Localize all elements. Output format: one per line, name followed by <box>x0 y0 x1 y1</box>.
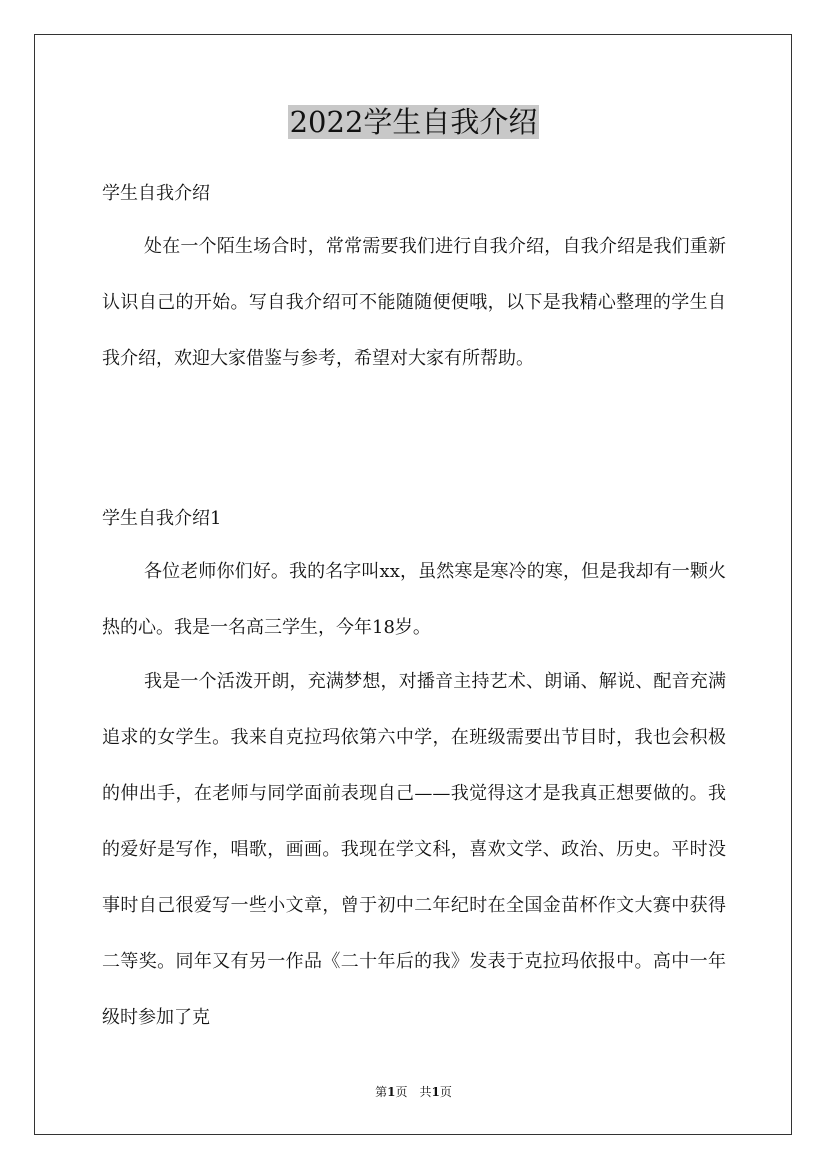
section-heading-1: 学生自我介绍1 <box>102 508 222 529</box>
footer-page-mid: 页 共 <box>395 1085 432 1099</box>
page-footer <box>0 1083 827 1101</box>
paragraph-intro: 处在一个陌生场合时，常常需要我们进行自我介绍，自我介绍是我们重新认识自己的开始。写自我介绍可不能随随便便哦，以下是我精心整理的学生自我介绍，欢迎大家借鉴与参考，希望对大家有所帮助。 <box>102 236 726 369</box>
section-heading-intro: 学生自我介绍 <box>102 183 210 204</box>
footer-page-total: 1 <box>431 1085 440 1099</box>
document-title <box>0 101 827 143</box>
paragraph-1-1: 各位老师你们好。我的名字叫xx，虽然寒是寒冷的寒，但是我却有一颗火热的心。我是一名高三学生，今年18岁。 <box>102 561 726 638</box>
document-title-text: 2022学生自我介绍 <box>289 105 538 139</box>
paragraph-1-2: 我是一个活泼开朗，充满梦想，对播音主持艺术、朗诵、解说、配音充满追求的女学生。我来自克拉玛依第六中学，在班级需要出节目时，我也会积极的伸出手，在老师与同学面前表现自己——我觉得这才是我真正想要做的。我的爱好是写作，唱歌，画画。我现在学文科，喜欢文学、政治、历史。平时没事时自己很爱写一些小文章，曾于初中二年纪时在全国金苗杯作文大赛中获得二等奖。同年又有另一作品《二十年后的我》发表于克拉玛依报中。高中一年级时参加了克 <box>102 671 726 1028</box>
footer-page-current: 1 <box>387 1085 396 1099</box>
footer-page-prefix: 第 <box>375 1085 388 1099</box>
footer-page-suffix: 页 <box>439 1085 452 1099</box>
